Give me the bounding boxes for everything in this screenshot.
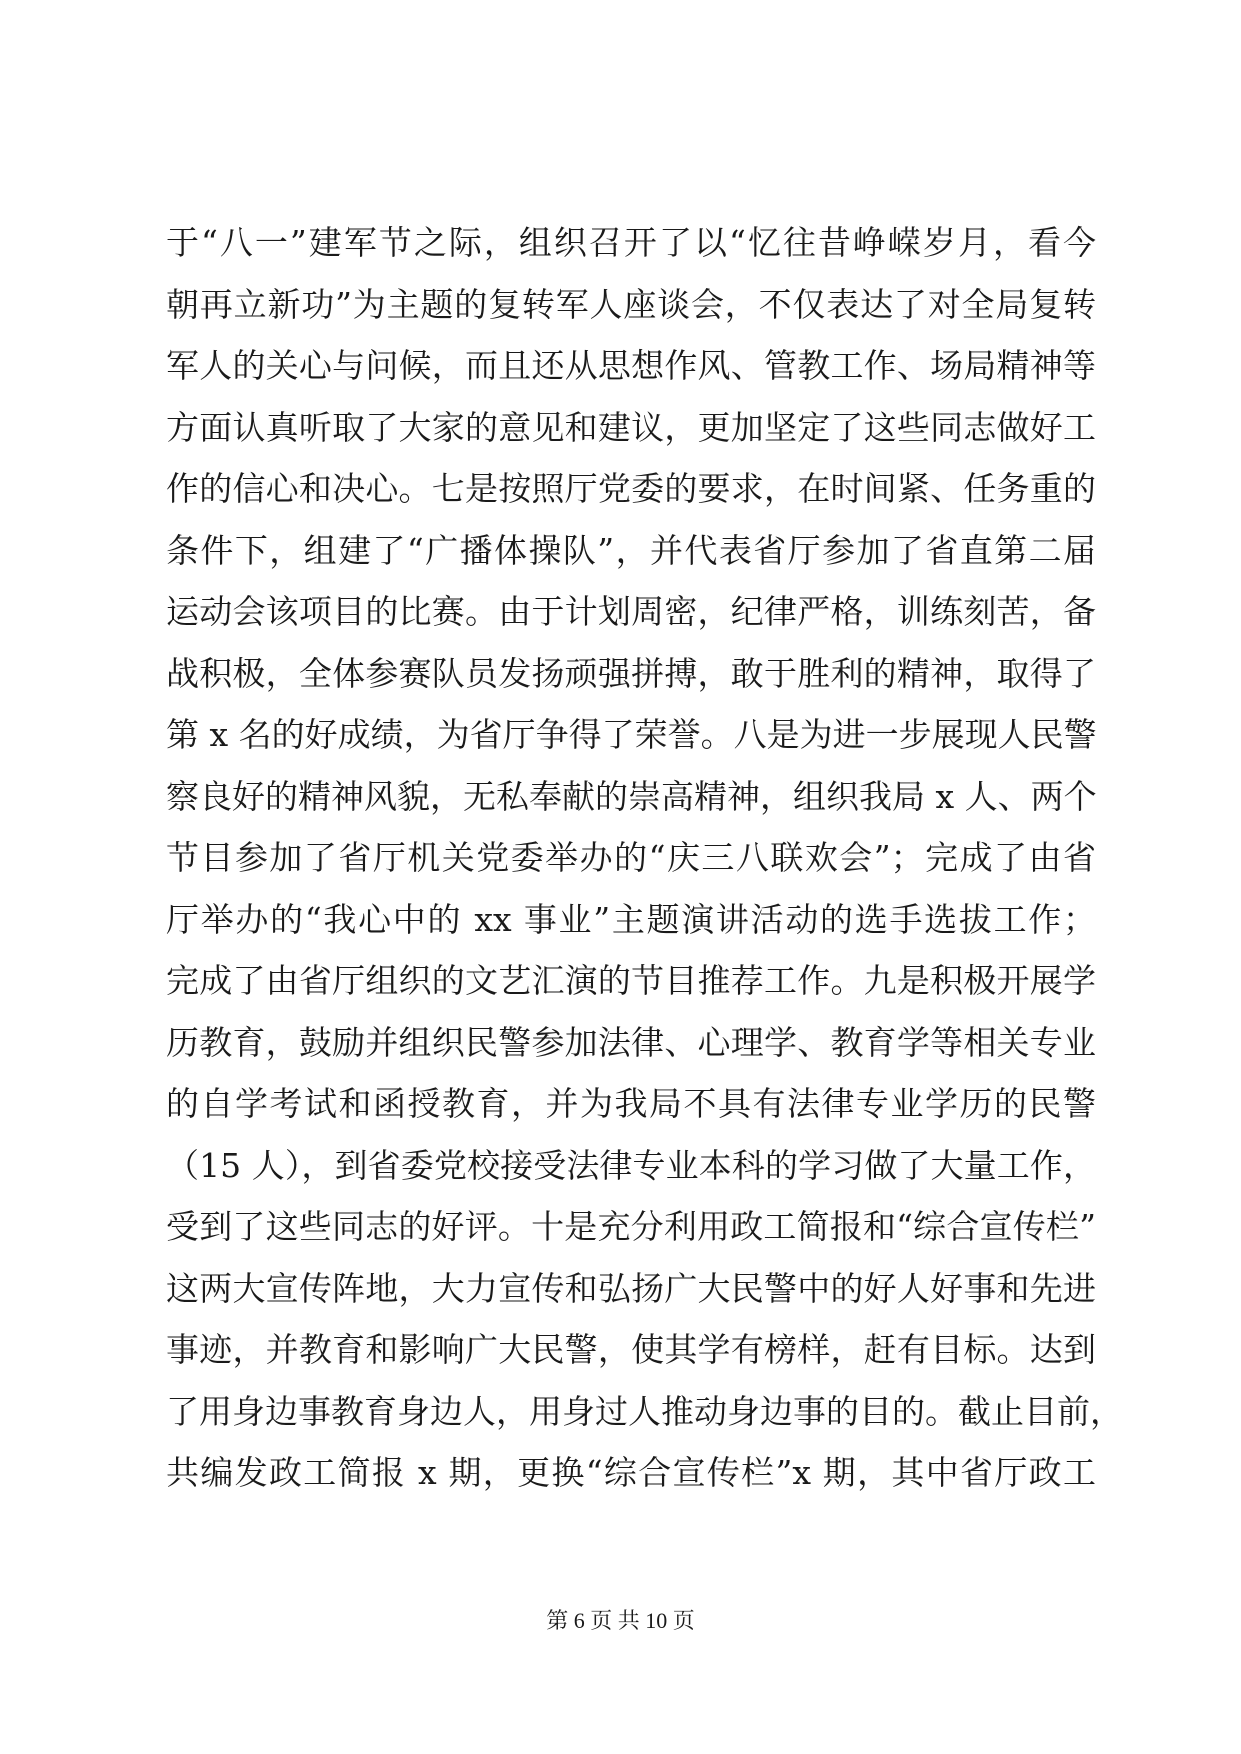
text-line: 事迹，并教育和影响广大民警，使其学有榜样，赶有目标。达到 (166, 1330, 1096, 1369)
body-text (166, 223, 1123, 1517)
text-line: （15 人），到省委党校接受法律专业本科的学习做了大量工作， (166, 1145, 1096, 1185)
text-line: 厅举办的“我心中的 xx 事业”主题演讲活动的选手选拔工作； (166, 899, 1096, 939)
text-line: 朝再立新功”为主题的复转军人座谈会，不仅表达了对全局复转 (166, 284, 1096, 324)
text-line: 历教育，鼓励并组织民警参加法律、心理学、教育学等相关专业 (166, 1022, 1096, 1062)
text-line: 受到了这些同志的好评。十是充分利用政工简报和“综合宣传栏” (166, 1207, 1096, 1246)
text-line: 方面认真听取了大家的意见和建议，更加坚定了这些同志做好工 (166, 407, 1096, 447)
text-line: 这两大宣传阵地，大力宣传和弘扬广大民警中的好人好事和先进 (166, 1268, 1096, 1308)
text-line: 了用身边事教育身边人，用身过人推动身边事的目的。截止目前， (166, 1391, 1123, 1431)
text-line: 察良好的精神风貌，无私奉献的崇高精神，组织我局 x 人、两个 (166, 776, 1097, 816)
text-line: 完成了由省厅组织的文艺汇演的节目推荐工作。九是积极开展学 (166, 961, 1096, 1000)
text-line: 节目参加了省厅机关党委举办的“庆三八联欢会”；完成了由省 (166, 838, 1096, 877)
text-line: 运动会该项目的比赛。由于计划周密，纪律严格，训练刻苦，备 (166, 592, 1096, 631)
text-line: 战积极，全体参赛队员发扬顽强拼搏，敢于胜利的精神，取得了 (166, 653, 1096, 693)
text-line: 作的信心和决心。七是按照厅党委的要求，在时间紧、任务重的 (166, 469, 1096, 508)
text-line: 第 x 名的好成绩，为省厅争得了荣誉。八是为进一步展现人民警 (166, 715, 1097, 754)
text-line: 军人的关心与问候，而且还从思想作风、管教工作、场局精神等 (166, 346, 1096, 385)
text-line: 于“八一”建军节之际，组织召开了以“忆往昔峥嵘岁月，看今 (166, 223, 1096, 262)
text-line: 的自学考试和函授教育，并为我局不具有法律专业学历的民警 (166, 1084, 1096, 1123)
text-line: 共编发政工简报 x 期，更换“综合宣传栏”x 期，其中省厅政工 (166, 1453, 1096, 1492)
page-footer: 第 6 页 共 10 页 (546, 1608, 695, 1633)
text-line: 条件下，组建了“广播体操队”，并代表省厅参加了省直第二届 (166, 530, 1096, 570)
